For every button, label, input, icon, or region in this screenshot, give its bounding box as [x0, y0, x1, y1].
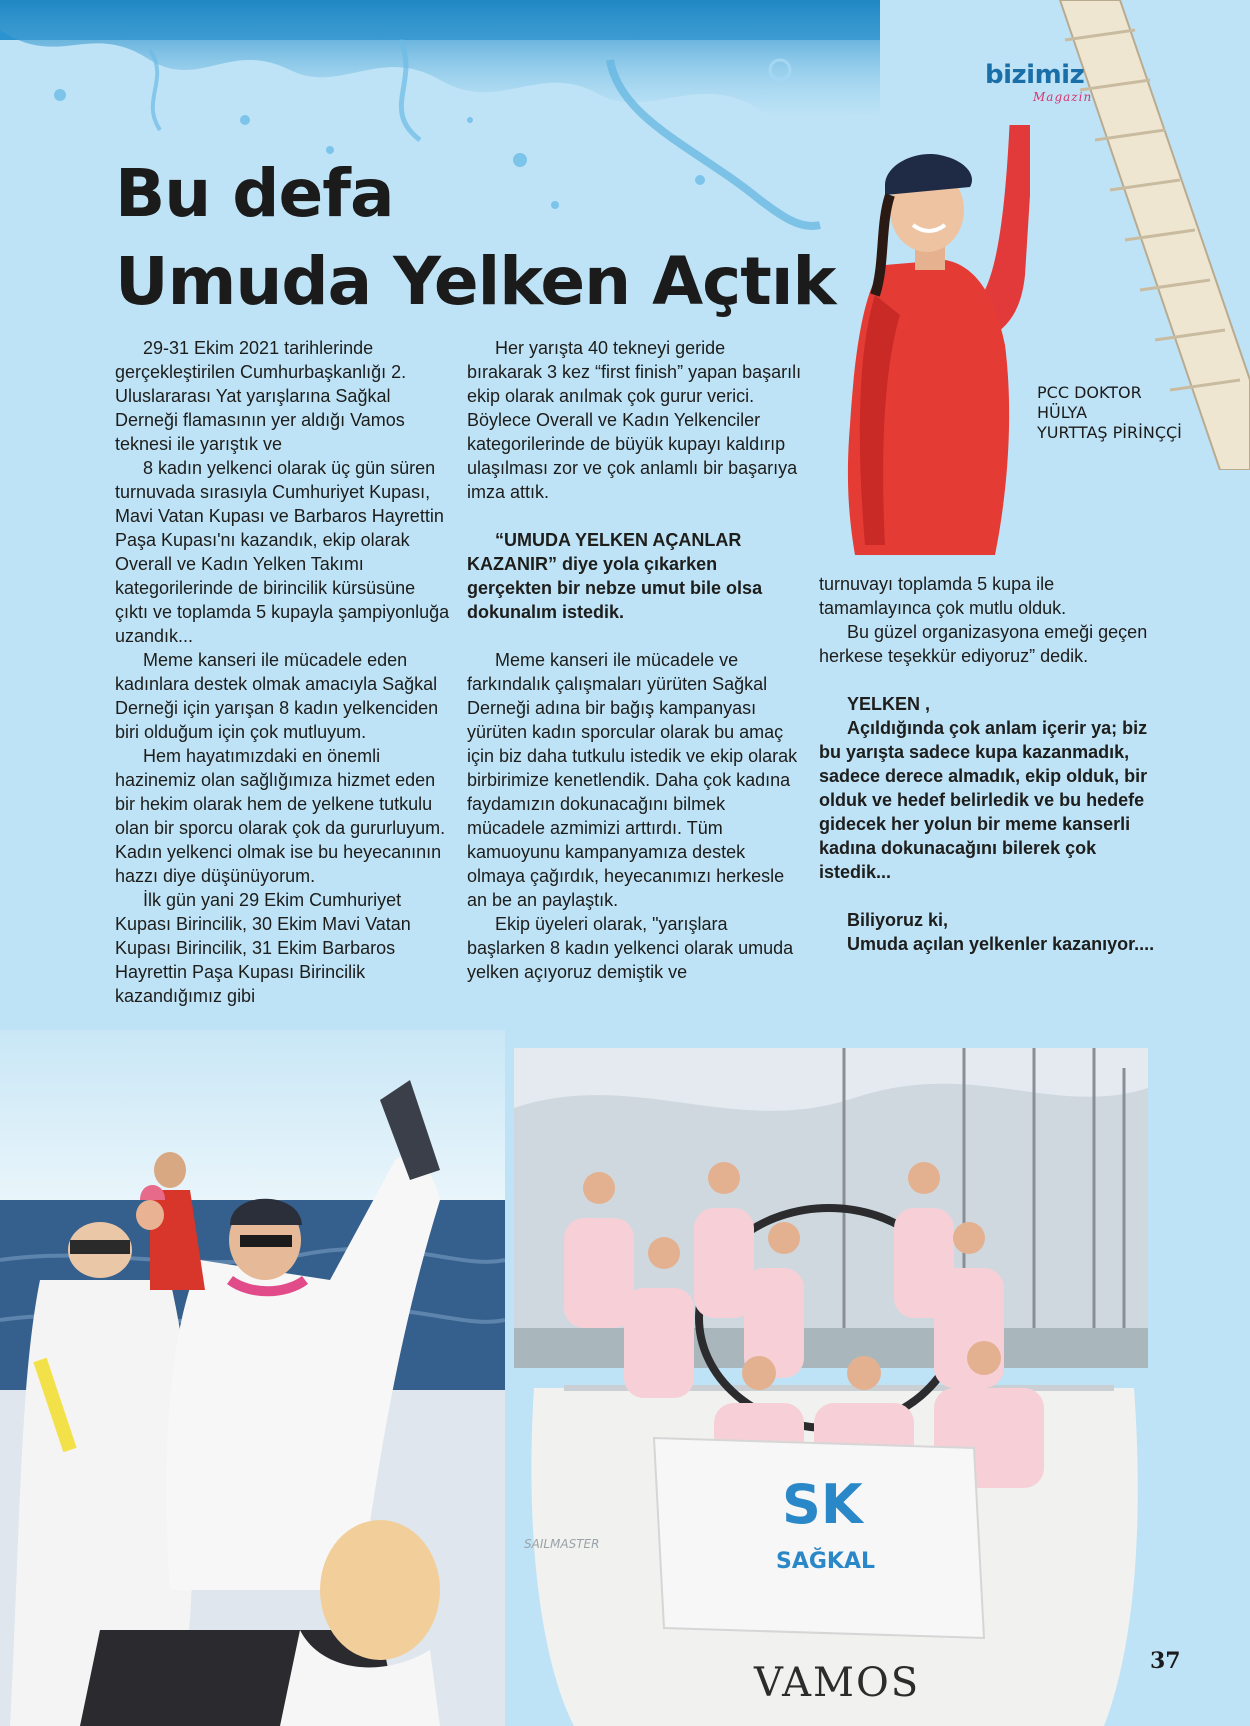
sailmaster-text: SAILMASTER — [524, 1537, 600, 1551]
paragraph: Her yarışta 40 tekneyi geride bırakarak 3 kez “first finish” yapan başarılı ekip olarak anılmak çok gurur verici. Böylece Overall ve Kadın Yelkenciler kategorilerinde de büyük kupayı kaldırıp ulaşılması zor ve çok anlamlı bir başarıya imza attık. — [467, 338, 802, 502]
paragraph: 29-31 Ekim 2021 tarihlerinde gerçekleştirilen Cumhurbaşkanlığı 2. Uluslararası Yat yarışlarına Sağkal Derneği flamasının yer aldığı Vamos teknesi ile yarıştık ve — [115, 338, 407, 454]
logo-wordmark: bizimiz — [985, 60, 1085, 90]
bold-quote: “UMUDA YELKEN AÇANLAR KAZANIR” diye yola çıkarken gerçekten bir nebze umut bile olsa dokunalım istedik. — [467, 530, 763, 622]
caption-line-2: HÜLYA — [1037, 403, 1088, 422]
bold-paragraph: Açıldığında çok anlam içerir ya; biz bu yarışta sadece kupa kazanmadık, sadece derece almadık, ekip olduk, bir olduk ve hedef belirledik ve bu hedefe gidecek her yolun bir meme kanserli kadına dokunacağını bilerek çok istedik... — [819, 718, 1148, 882]
page-number: 37 — [1150, 1648, 1181, 1674]
caption-line-3: YURTTAŞ PİRİNÇÇİ — [1037, 423, 1182, 442]
bold-heading: YELKEN , — [847, 694, 931, 714]
paragraph: Ekip üyeleri olarak, "yarışlara başlarken 8 kadın yelkenci olarak umuda yelken açıyoruz demiştik ve — [467, 914, 794, 982]
paragraph: 8 kadın yelkenci olarak üç gün süren turnuvada sırasıyla Cumhuriyet Kupası, Mavi Vatan Kupası ve Barbaros Hayrettin Paşa Kupası'nı kazandık, ekip olarak Overall ve Kadın Yelken Takımı kategorilerinde de birincilik kürsüsüne çıktı ve toplamda 5 kupayla şampiyonluğa uzandık... — [115, 458, 450, 646]
team-with-flag-photo — [514, 1048, 1148, 1726]
caption-line-1: PCC DOKTOR — [1037, 383, 1142, 402]
article-column-1 — [115, 336, 450, 1008]
flag-letters: SK — [782, 1473, 863, 1536]
paragraph: Meme kanseri ile mücadele ve farkındalık çalışmaları yürüten Sağkal Derneği adına bir bağış kampanyası yürüten kadın sporcular olarak bu amaç için biz daha tutkulu istedik ve ekip olarak birbirimize kenetlendik. Daha çok kadına faydamızın dokunacağını bilmek mücadele azmimizi arttırdı. Tüm kamuoyunu kampanyamıza destek olmaya çağırdık, heyecanımızı herkesle an be an paylaştık. — [467, 650, 798, 910]
paragraph: turnuvayı toplamda 5 kupa ile tamamlayınca çok mutlu olduk. — [819, 574, 1067, 618]
paragraph: Hem hayatımızdaki en önemli hazinemiz olan sağlığımıza hizmet eden bir hekim olarak hem de yelkene tutkulu olan bir sporcu olarak çok da gururluyum. Kadın yelkenci olmak ise bu heyecanının hazzı diye düşünüyorum. — [115, 746, 446, 886]
flag-name: SAĞKAL — [776, 1549, 876, 1574]
doctor-portrait-photo — [845, 125, 1030, 555]
paragraph: İlk gün yani 29 Ekim Cumhuriyet Kupası Birincilik, 30 Ekim Mavi Vatan Kupası Birincilik, 31 Ekim Barbaros Hayrettin Paşa Kupası Birincilik kazandığımız gibi — [115, 890, 411, 1006]
article-column-3 — [819, 572, 1159, 956]
article-column-2 — [467, 336, 802, 984]
bold-paragraph: Biliyoruz ki, — [847, 910, 949, 930]
logo-subtitle: Magazin — [1033, 90, 1093, 104]
article-title — [115, 150, 875, 326]
paragraph: Meme kanseri ile mücadele eden kadınlara destek olmak amacıyla Sağkal Derneği için yarışan 8 kadın yelkenciden biri olduğum için çok mutluyum. — [115, 650, 439, 742]
bizimiz-magazin-logo — [985, 60, 1093, 110]
bold-paragraph: Umuda açılan yelkenler kazanıyor.... — [847, 934, 1155, 954]
paragraph: Bu güzel organizasyona emeği geçen herkese teşekkür ediyoruz” dedik. — [819, 622, 1148, 666]
portrait-caption — [1037, 383, 1237, 443]
title-line-2: Umuda Yelken Açtık — [115, 243, 836, 320]
title-line-1: Bu defa — [115, 155, 394, 232]
boat-name-text: VAMOS — [754, 1660, 921, 1706]
sailing-crew-photo — [0, 1030, 505, 1726]
